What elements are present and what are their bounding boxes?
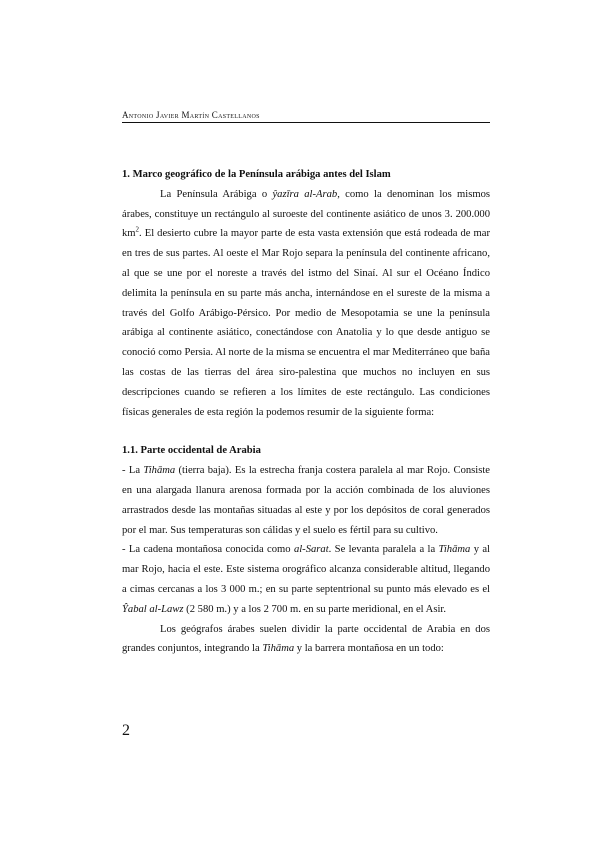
emphasis-run: Tihāma: [262, 643, 295, 655]
page-body: [122, 165, 490, 659]
header-author: Antonio Javier Martín Castellanos: [122, 110, 260, 120]
list-item: [122, 540, 490, 619]
spacer: [122, 422, 490, 441]
paragraph: [122, 620, 490, 660]
page-number: 2: [122, 722, 130, 739]
header-rule: [122, 122, 490, 123]
emphasis-run: Tihāma: [143, 465, 176, 477]
list-item: [122, 461, 490, 540]
paragraph: [122, 185, 490, 423]
text-run: y la barrera montañosa en un todo:: [294, 643, 444, 655]
text-run: (tierra baja). Es la estrecha franja costera paralela al mar Rojo. Consiste en una alargada llanura arenosa formada por la acción combinada de los aluviones arrastrados desde las montañas situadas al este y por los depósitos de coral generados por el mar. Sus temperaturas son cálidas y el suelo es fértil para su cultivo.: [122, 465, 490, 536]
text-run: La Península Arábiga o: [160, 188, 273, 200]
text-run: Los geógrafos árabes suelen dividir la parte occidental de Arabia en dos grandes conjuntos, integrando la: [122, 623, 490, 655]
emphasis-run: Ŷabal al-Lawz: [122, 603, 184, 615]
text-run: . Se levanta paralela a la: [328, 544, 439, 556]
text-run: - La cadena montañosa conocida como: [122, 544, 294, 556]
text-run: y al mar Rojo, hacia el este. Este sistema orográfico alcanza considerable altitud, llegando a cimas cercanas a los 3 000 m.; en su parte septentrional su punto más elevado es el: [122, 544, 490, 595]
running-header: [122, 110, 490, 121]
superscript: 2: [135, 225, 140, 234]
subsection-heading: 1.1. Parte occidental de Arabia: [122, 445, 261, 457]
emphasis-run: ŷazīra al-Arab: [272, 188, 338, 200]
text-run: , como la denominan los mismos árabes, constituye un rectángulo al suroeste del continente asiático de unos 3. 200.000 km: [122, 188, 491, 240]
emphasis-run: al-Sarat: [293, 544, 329, 556]
text-run: (2 580 m.) y a los 2 700 m. en su parte meridional, en el Asir.: [183, 603, 446, 615]
emphasis-run: Tihāma: [438, 544, 471, 556]
section-heading: 1. Marco geográfico de la Península arábiga antes del Islam: [122, 169, 391, 180]
text-run: - La: [122, 465, 144, 477]
text-run: . El desierto cubre la mayor parte de esta vasta extensión que está rodeada de mar en tres de sus partes. Al oeste el Mar Rojo separa la península del continente africano, al que se une por el noreste a través del istmo del Sinaí. Al sur el Océano Índico delimita la península en su parte más ancha, internándose en el sureste de la misma a través del Golfo Arábigo-Pérsico. Por medio de Mesopotamia se une la península arábiga al continente asiático, conectándose con Anatolia y lo que desde antiguo se conoció como Persia. Al norte de la misma se encuentra el mar Mediterráneo que baña las costas de las tierras del área siro-palestina que muchos no incluyen en sus descripciones cuando se refieren a los límites de este rectángulo. Las condiciones físicas generales de esta región la podemos resumir de la siguiente forma:: [122, 228, 490, 418]
